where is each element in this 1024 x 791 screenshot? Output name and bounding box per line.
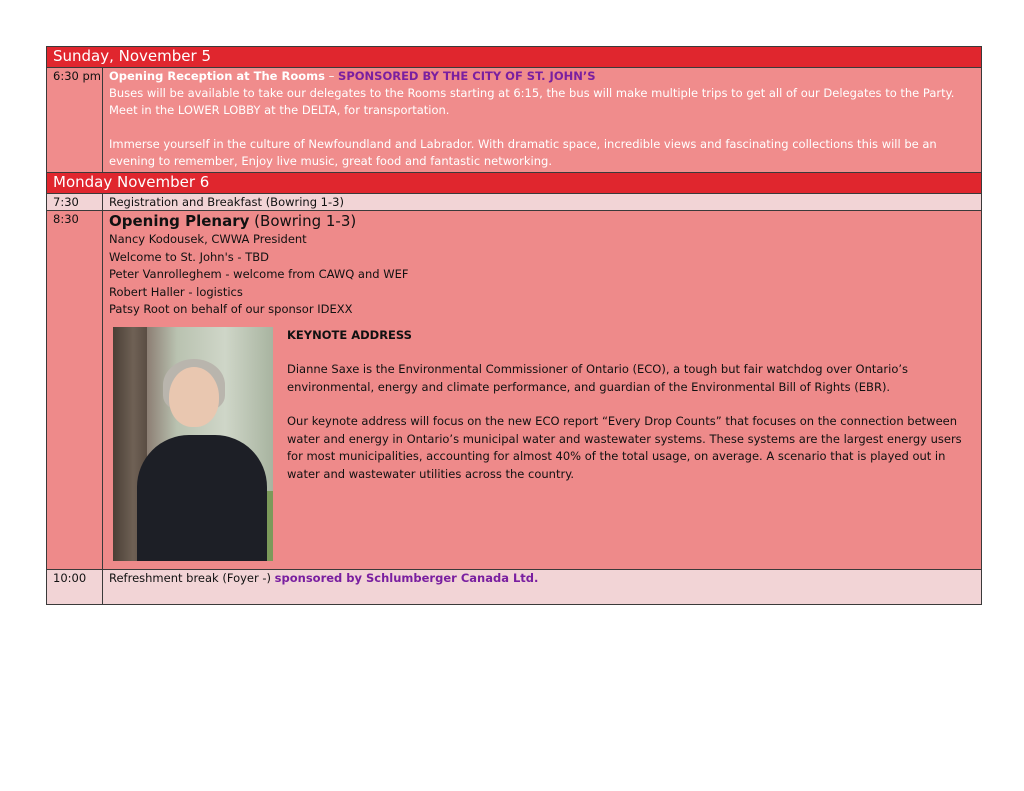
event-time: 8:30 <box>47 211 103 570</box>
day-label: Sunday, November 5 <box>47 47 982 68</box>
speaker-item: Patsy Root on behalf of our sponsor IDEXX <box>109 302 353 316</box>
event-meeting-point: Meet in the LOWER LOBBY at the DELTA, for transportation. <box>109 103 450 117</box>
speaker-item: Welcome to St. John's - TBD <box>109 249 269 264</box>
day-label: Monday November 6 <box>47 173 982 194</box>
keynote-summary: Our keynote address will focus on the new ECO report “Every Drop Counts” that focuses on the connection between water and energy in Ontario’s municipal water and wastewater systems. These systems are the largest energy users for most municipalities, accounting for almost 40% of the total usage, on average. A scenario that is played out in water and wastewater utilities across the country. <box>287 414 962 481</box>
speaker-item: Peter Vanrolleghem - welcome from CAWQ and WEF <box>109 267 409 281</box>
schedule-table <box>46 46 982 605</box>
event-dash: – <box>324 69 339 83</box>
plenary-title <box>109 211 981 231</box>
plenary-room: (Bowring 1-3) <box>249 212 357 230</box>
event-row-plenary <box>47 211 982 570</box>
event-title: Refreshment break (Foyer -) <box>109 571 275 585</box>
event-details <box>103 68 982 173</box>
event-time: 10:00 <box>47 570 103 605</box>
event-sponsor: sponsored by Schlumberger Canada Ltd. <box>274 571 539 585</box>
event-title: Registration and Breakfast (Bowring 1-3) <box>103 194 982 211</box>
event-title: Opening Reception at The Rooms <box>109 69 325 83</box>
event-description: Immerse yourself in the culture of Newfoundland and Labrador. With dramatic space, incredible views and fascinating collections this will be an evening to remember, Enjoy live music, great food and fantastic networking. <box>109 137 937 168</box>
plenary-title-strong: Opening Plenary <box>109 212 250 230</box>
event-sponsor: SPONSORED BY THE CITY OF ST. JOHN’S <box>338 69 596 83</box>
event-bus-info: Buses will be available to take our delegates to the Rooms starting at 6:15, the bus will make multiple trips to get all of our Delegates to the Party. <box>109 86 955 100</box>
event-row-reception <box>47 68 982 173</box>
day-header-monday <box>47 173 982 194</box>
event-row-registration <box>47 194 982 211</box>
event-details <box>103 211 982 570</box>
speaker-item: Robert Haller - logistics <box>109 284 243 299</box>
keynote-speaker-photo <box>113 327 273 561</box>
event-details <box>103 570 982 605</box>
day-header-sunday <box>47 47 982 68</box>
event-row-refreshment <box>47 570 982 605</box>
event-time: 7:30 <box>47 194 103 211</box>
keynote-heading: KEYNOTE ADDRESS <box>287 327 412 342</box>
keynote-block <box>109 327 981 561</box>
keynote-text <box>287 327 967 561</box>
speaker-item: Nancy Kodousek, CWWA President <box>109 232 307 246</box>
event-time: 6:30 pm <box>47 68 103 173</box>
keynote-bio: Dianne Saxe is the Environmental Commissioner of Ontario (ECO), a tough but fair watchdog over Ontario’s environmental, energy and climate performance, and guardian of the Environmental Bill of Rights (EBR). <box>287 362 909 394</box>
